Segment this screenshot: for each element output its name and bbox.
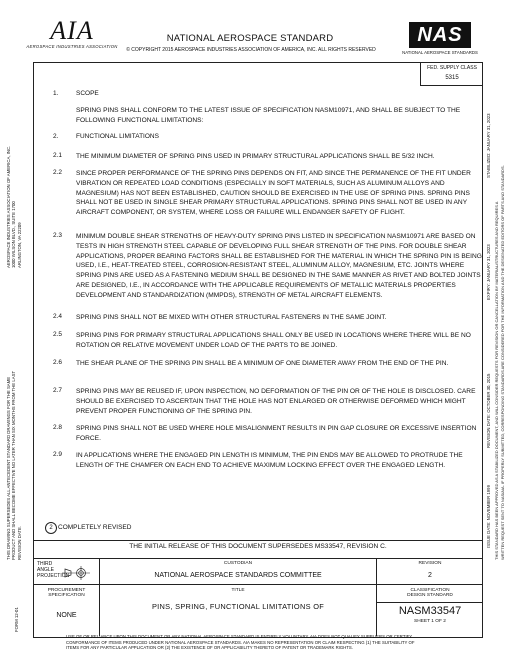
paragraph-text: SINCE PROPER PERFORMANCE OF THE SPRING PINS DEPENDS ON FIT, AND SINCE THE PERMANENCE OF THE FIT UNDER VIBRATION OR REPEATED LOAD CONDITIONS (ESPECIALLY IN SOFT MATERIALS, SUCH AS ALUMINUM ALLOYS AND MAGNESIUM) HAS NOT BEEN ESTABLISHED, CAUTION SHOULD BE EXERCISED IN THE USE OF SPRING PINS. SPRING PINS SHALL NOT BE USED IN SINGLE SHEAR PRIMARY STRUCTURAL APPLICATIONS. SPRING PINS SHALL NOT BE USED IN ANY AIRCRAFT COMPONENT, OR SYSTEM, WHERE LOSS OR FAILURE WILL ENDANGER SAFETY OF FLIGHT. [76,170,471,217]
paragraph-number: 2.6 [53,359,63,366]
revision-note-text: COMPLETELY REVISED [58,524,132,531]
supersedes-statement: THE INITIAL RELEASE OF THIS DOCUMENT SUPERSEDES MS33547, REVISION C. [129,543,387,550]
revision-label: REVISION [418,561,442,566]
address-line: AEROSPACE INDUSTRIES ASSOCIATION OF AMERICA, INC. [6,145,11,268]
address-line: 1000 WILSON BLVD., SUITE 1700 [11,201,17,268]
section-title-functional-limitations: FUNCTIONAL LIMITATIONS [76,133,159,140]
paragraph-number: 2.1 [53,152,63,159]
classification-label-line: CLASSIFICATION [410,588,450,593]
supply-class-label: FED. SUPPLY CLASS [427,65,477,71]
section-title-scope: SCOPE [76,90,99,97]
expiry-date: EXPIRY: JANUARY 31, 2023 [486,244,491,300]
footer-disclaimer [66,634,446,651]
classification-label [377,588,483,598]
nas-logo [402,22,478,60]
procurement-label-line: SPECIFICATION [48,593,85,598]
classification-label-line: DESIGN STANDARD [407,593,453,598]
supersede-notice [6,371,22,560]
paragraph-number: 2.3 [53,232,63,239]
aia-logo-text: AIA [50,16,94,45]
paragraph-text: SPRING PINS FOR PRIMARY STRUCTURAL APPLICATIONS SHALL ONLY BE USED IN LOCATIONS WHERE THERE WILL BE NO ROTATION OR RELATIVE MOVEMENT UNDER LOAD OF THE PARTS TO BE JOINED. [76,332,471,349]
statement-line: THIS STANDARD HAS BEEN APPROVED AS A STABILIZED DOCUMENT, AND WILL CONSIDER REQUESTS FOR REVISION OR CANCELLATION BY MATERIAL/STRUCTURES AND REQUIRES A [494,201,499,560]
section-number: 2. [53,133,59,140]
address-line: ARLINGTON, VA 22209 [16,222,22,268]
divider-line [33,584,483,585]
notice-line: REVISION DATE. [16,525,22,560]
projection-line: PROJECTION [37,573,70,579]
copyright-notice: © COPYRIGHT 2015 AEROSPACE INDUSTRIES ASSOCIATION OF AMERICA, INC. ALL RIGHTS RESERVED [126,47,376,53]
revision-marker: 2 [45,522,57,534]
revision-date: REVISION DATE: OCTOBER 30, 2015 [486,373,491,448]
paragraph-text: IN APPLICATIONS WHERE THE ENGAGED PIN LENGTH IS MINIMUM, THE PIN ENDS MAY BE ALLOWED TO PROTRUDE THE LENGTH OF THE CHAMFER ON EACH END TO ACHIEVE MAXIMUM LOCKING EFFECT OVER THE ENGAGED LENGTH. [76,452,463,469]
paragraph-number: 2.8 [53,424,63,431]
document-title: PINS, SPRING, FUNCTIONAL LIMITATIONS OF [151,602,325,611]
projection-line: ANGLE [37,567,54,573]
paragraph-number: 2.4 [53,313,63,320]
document-number: NASM33547 [398,605,462,617]
supply-class-value: 5315 [445,75,459,81]
aia-logo [26,18,118,62]
aia-address [6,146,22,268]
document-header-title: NATIONAL AEROSPACE STANDARD [166,33,334,44]
custodian-label: CUSTODIAN [223,561,253,566]
paragraph-text: THE SHEAR PLANE OF THE SPRING PIN SHALL BE A MINIMUM OF ONE DIAMETER AWAY FROM THE END OF THE PIN. [76,360,449,367]
scope-text: SPRING PINS SHALL CONFORM TO THE LATEST ISSUE OF SPECIFICATION NASM10971, AND SHALL BE SUBJECT TO THE FOLLOWING FUNCTIONAL LIMITATIONS: [76,107,461,124]
stabilized-statement [494,165,505,560]
paragraph-number: 2.2 [53,169,63,176]
procurement-label [34,588,99,598]
title-label: TITLE [231,588,245,593]
stabilized-date: STABILIZED: JANUARY 31, 2023 [486,113,491,178]
projection-line: THIRD [37,561,53,567]
paragraph-number: 2.5 [53,331,63,338]
paragraph-text: SPRING PINS SHALL NOT BE MIXED WITH OTHER STRUCTURAL FASTENERS IN THE SAME JOINT. [76,314,387,321]
nas-logo-subtitle: NATIONAL AEROSPACE STANDARDS [402,50,478,55]
paragraph-text: THE MINIMUM DIAMETER OF SPRING PINS USED IN PRIMARY STRUCTURAL APPLICATIONS SHALL BE 5/32 INCH. [76,153,435,160]
footer-line: CONFORMANCE OF ITEMS PRODUCED UNDER NATIONAL AEROSPACE STANDARDS. AIA MAKES NO REPRESENTATION OR CLAIM RESPECTING (1) THE SUITABILITY OF [66,639,415,645]
statement-line: WRITTEN REQUEST SENT TO NAS/AIA. IF PROPERLY SUBMITTED, CORRESPONDING STANDARDS ARE CONSIDERED FOR THE INFORMATION AND THE DESIGNATED EDITORS OF PARTS AND STANDARDS. [499,165,505,560]
third-angle-projection-icon [62,566,90,580]
divider-line [377,602,483,603]
issue-date: ISSUE DATE: NOVEMBER 1999 [486,485,491,548]
footer-line: ITEMS FOR ANY PARTICULAR APPLICATION OR (2) THE EXISTENCE OF OR APPLICABILITY THERETO OF PATENT OR TRADEMARK RIGHTS. [66,645,353,651]
paragraph-number: 2.9 [53,451,63,458]
paragraph-text: SPRING PINS SHALL NOT BE USED WHERE HOLE MISALIGNMENT RESULTS IN PIN GAP CLOSURE OR EXCESSIVE INSERTION FORCE. [76,425,477,442]
footer-line: USE OF OR RELIANCE UPON THIS DOCUMENT OR ANY NATIONAL AEROSPACE STANDARD IS ENTIRELY VOLUNTARY. AIA DOES NOT QUALIFY SUPPLIERS OR CERTIFY [66,634,413,639]
divider-line [33,540,483,541]
divider-line [33,558,483,559]
paragraph-text: MINIMUM DOUBLE SHEAR STRENGTHS OF HEAVY-DUTY SPRING PINS LISTED IN SPECIFICATION NASM10971 ARE BASED ON TESTS IN HIGH STRENGTH STEEL CAPABLE OF DEVELOPING FULL SHEAR STRENGTH OF THE PINS. FOR DOUBLE SHEAR APPLICATIONS, PROPER BEARING FACTORS SHALL BE ESTABLISHED FOR THE MATERIAL IN WHICH THE SPRING PIN IS BEING USED, I.E., HEAT-TREATED STEEL, CORROSION-RESISTANT STEEL, ALUMINUM ALLOY, MAGNESIUM, ETC. JOINTS WHERE SPRING PINS ARE USED AS A FASTENING MEDIUM SHALL BE DESIGNED IN THE SAME MANNER AS RIVET AND BOLTED JOINTS ARE DESIGNED, I.E., IN ACCORDANCE WITH THE APPLICABLE REQUIREMENTS OF METALLIC MATERIALS PROPERTIES DEVELOPMENT AND STANDARDIZATION (MMPDS), STRENGTH OF METAL AIRCRAFT ELEMENTS. [76,233,482,299]
procurement-label-line: PROCUREMENT [47,588,86,593]
divider-line [99,558,100,636]
nas-logo-text: NAS [409,22,471,48]
notice-line: PRODUCT AND SHALL BECOME EFFECTIVE NO LATER THAN SIX MONTHS FROM THE LAST [11,370,17,560]
aia-logo-subtitle: AEROSPACE INDUSTRIES ASSOCIATION [26,44,118,49]
notice-line: THIS DRAWING SUPERSEDES ALL ANTECEDENT STANDARD DRAWINGS FOR THE SAME [6,376,11,560]
revision-value: 2 [428,572,432,579]
procurement-value: NONE [56,612,77,619]
section-number: 1. [53,90,59,97]
form-number: FORM 12-01 [14,607,19,632]
paragraph-text: SPRING PINS MAY BE REUSED IF, UPON INSPECTION, NO DEFORMATION OF THE PIN OR OF THE HOLE IS DISCLOSED. CARE SHOULD BE EXERCISED TO ASCERTAIN THAT THE HOLE HAS NOT ENLARGED OR OTHERWISE DEFORMED WHICH MIGHT PREVENT PROPER FUNCTIONING OF THE SPRING PIN. [76,388,476,415]
sheet-number: SHEET 1 OF 2 [414,619,446,624]
paragraph-number: 2.7 [53,387,63,394]
custodian-value: NATIONAL AEROSPACE STANDARDS COMMITTEE [154,572,322,579]
supply-class-box [420,62,483,86]
